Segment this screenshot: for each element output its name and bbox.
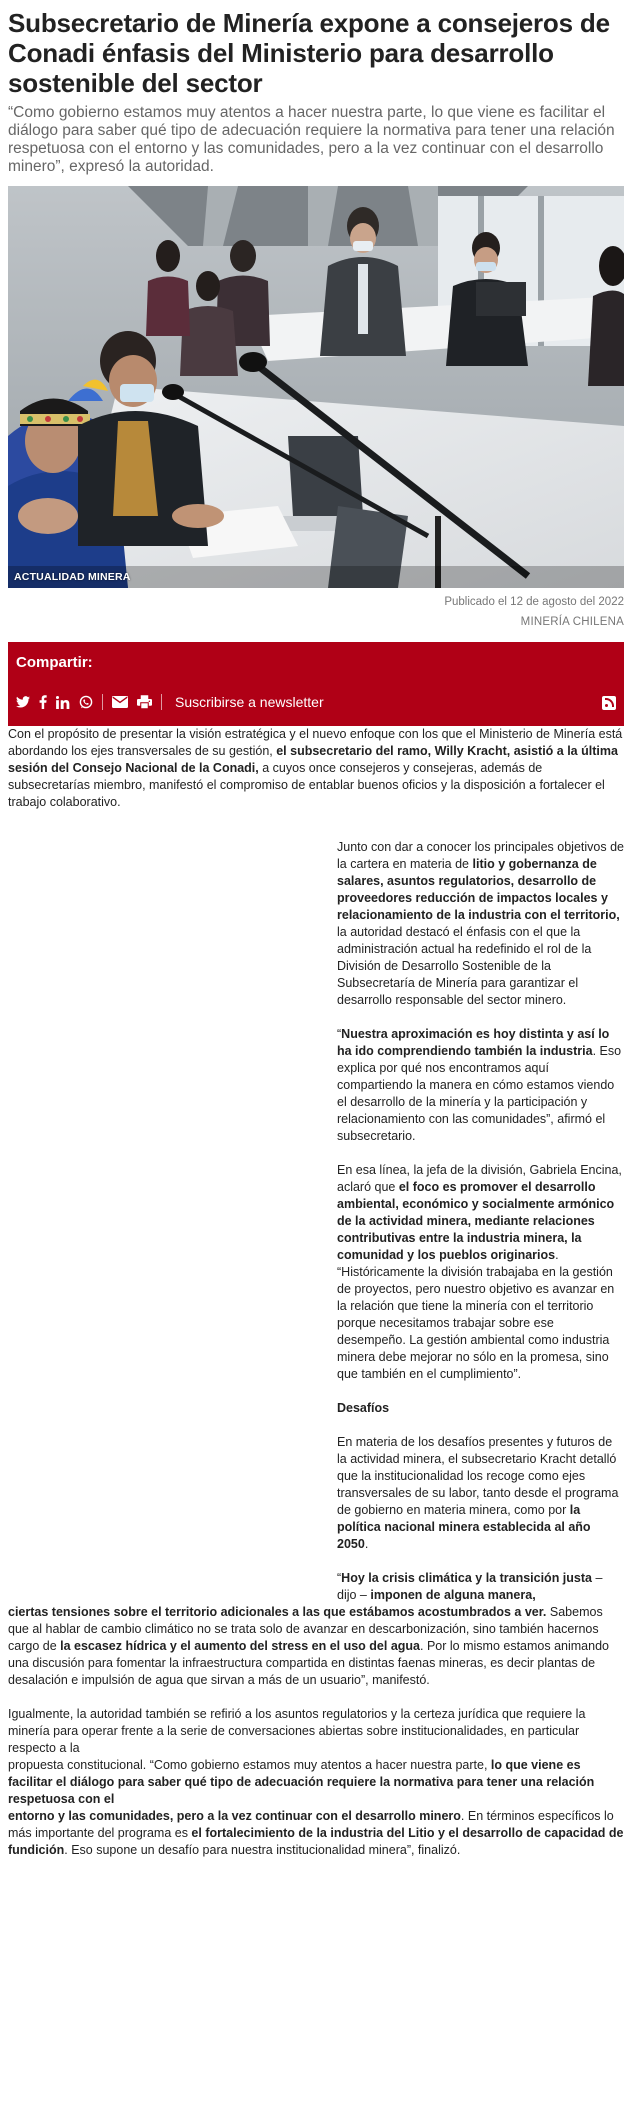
text-span: Igualmente, la autoridad también se refirió a los asuntos regulatorios y la certeza jurídica que requiere la minería para operar frente a la serie de conversaciones abiertas sobre institucionalidades, en particular respecto a la bbox=[8, 1707, 586, 1755]
article-lead: “Como gobierno estamos muy atentos a hacer nuestra parte, lo que viene es facilitar el diálogo para saber qué tipo de adecuación requiere la normativa para tener una relación respetuosa con el entorno y las comunidades, pero a la vez continuar con el desarrollo minero”, expresó la autoridad. bbox=[8, 104, 615, 175]
article-paragraph bbox=[337, 1434, 624, 1553]
article-full-width bbox=[8, 1604, 624, 1859]
article-paragraph bbox=[8, 1604, 624, 1689]
text-span: En esa línea, la jefa de la división, Gabriela Encina, aclaró que bbox=[337, 1163, 622, 1194]
article-paragraph bbox=[337, 1162, 624, 1383]
share-icons bbox=[16, 694, 324, 710]
article-paragraph bbox=[337, 1026, 624, 1145]
text-bold: el foco es promover el desarrollo ambiental, económico y socialmente armónico de la actividad minera, mediante relaciones contributivas entre la industria minera, la comunidad y los pueblos originarios bbox=[337, 1180, 615, 1262]
text-bold: litio y gobernanza de salares, asuntos regulatorios, desarrollo de proveedores reducción de impactos locales y relacionamiento de la industria con el territorio, bbox=[337, 857, 620, 922]
article-title: Subsecretario de Minería expone a consejeros de Conadi énfasis del Ministerio para desarrollo sostenible del sector bbox=[8, 8, 610, 98]
text-span: la autoridad destacó el énfasis con el que la administración actual ha redefinido el rol de la División de Desarrollo Sostenible de la Subsecretaría de Minería para garantizar el desarrollo responsable del sector minero. bbox=[337, 925, 592, 1007]
text-bold: Nuestra aproximación es hoy distinta y así lo ha ido comprendiendo también la industria bbox=[337, 1027, 610, 1058]
text-bold: lo que viene es facilitar el diálogo para saber qué tipo de adecuación requiere la normativa para tener una relación respetuosa con el bbox=[8, 1758, 595, 1806]
facebook-icon[interactable] bbox=[39, 695, 47, 709]
text-bold: ciertas tensiones sobre el territorio adicionales a las que estábamos acostumbrados a ver. bbox=[8, 1605, 547, 1619]
text-bold: el fortalecimiento de la industria del Litio y el desarrollo de capacidad de fundición bbox=[8, 1826, 624, 1857]
article-paragraph bbox=[337, 839, 624, 1009]
newsletter-link[interactable]: Suscribirse a newsletter bbox=[175, 694, 324, 710]
article-paragraph bbox=[8, 1706, 624, 1859]
linkedin-icon[interactable] bbox=[56, 696, 70, 709]
text-bold: entorno y las comunidades, pero a la vez continuar con el desarrollo minero bbox=[8, 1809, 461, 1823]
share-title: Compartir: bbox=[16, 654, 93, 671]
text-span: – dijo – bbox=[337, 1571, 603, 1602]
text-span: . Por lo mismo estamos animando una discusión para fomentar la infraestructura compartida en distintas faenas mineras, es decir plantas de desalación e impulsión de agua que sirvan a más de un usuario”, manifestó. bbox=[8, 1639, 609, 1687]
photo-credit: ACTUALIDAD MINERA bbox=[14, 571, 131, 583]
text-bold: Hoy la crisis climática y la transición justa bbox=[341, 1571, 592, 1585]
share-bar bbox=[8, 642, 624, 726]
meeting-photo-illustration bbox=[8, 186, 624, 588]
text-span: . Eso explica por qué nos encontramos aquí compartiendo la manera en cómo estamos viendo el desarrollo de la minería y la participación y relacionamiento con las comunidades”, afirmó el subsecretario. bbox=[337, 1044, 622, 1143]
publish-date: Publicado el 12 de agosto del 2022 bbox=[444, 596, 624, 608]
text-span: propuesta constitucional. “Como gobierno estamos muy atentos a hacer nuestra parte, bbox=[8, 1758, 491, 1772]
article-column bbox=[337, 839, 624, 1604]
text-span: En materia de los desafíos presentes y futuros de la actividad minera, el subsecretario Kracht detalló que la institucionalidad los recoge como ejes transversales de su labor, tanto desde el programa de gobierno en materia minera, como por bbox=[337, 1435, 619, 1517]
text-span: . En términos específicos lo más importante del programa es bbox=[8, 1809, 614, 1840]
text-span: Sabemos que al hablar de cambio climático no se trata solo de avanzar en descarbonización, sino también hacernos cargo de bbox=[8, 1605, 603, 1653]
text-span: . “Históricamente la división trabajaba en la gestión de proyectos, pero nuestro objetivo es avanzar en la relación que tiene la minería con el territorio porque necesitamos trabajar sobre ese desempeño. La gestión ambiental como industria minera debe mejorar no sólo en la promesa, sino que también en el cumplimiento”. bbox=[337, 1248, 615, 1381]
text-bold: el subsecretario del ramo, Willy Kracht, asistió a la última sesión del Consejo Nacional de la Conadi, bbox=[8, 744, 618, 775]
text-bold: la política nacional minera establecida al año 2050 bbox=[337, 1503, 591, 1551]
article-source: MINERÍA CHILENA bbox=[520, 616, 624, 628]
print-icon[interactable] bbox=[137, 695, 152, 709]
text-bold: imponen de alguna manera, bbox=[370, 1588, 536, 1602]
share-divider bbox=[161, 694, 162, 710]
article-paragraph bbox=[337, 1570, 624, 1604]
text-span: Junto con dar a conocer los principales objetivos de la cartera en materia de bbox=[337, 840, 624, 871]
article bbox=[8, 0, 624, 1859]
article-paragraph bbox=[8, 726, 624, 811]
text-span: Con el propósito de presentar la visión estratégica y el nuevo enfoque con los que el Ministerio de Minería está abordando los ejes transversales de su gestión, bbox=[8, 727, 623, 758]
text-span: . bbox=[364, 1537, 369, 1551]
text-span: . Eso supone un desafío para nuestra institucionalidad minera”, finalizó. bbox=[64, 1843, 461, 1857]
text-span: “ bbox=[337, 1027, 342, 1041]
email-icon[interactable] bbox=[112, 696, 128, 708]
article-photo bbox=[8, 186, 624, 588]
share-divider bbox=[102, 694, 103, 710]
twitter-icon[interactable] bbox=[16, 696, 30, 708]
whatsapp-icon[interactable] bbox=[79, 695, 93, 709]
text-span: a cuyos once consejeros y consejeras, además de subsecretarías miembro, manifestó el compromiso de entablar buenos oficios y la disposición a fortalecer el trabajo colaborativo. bbox=[8, 761, 605, 809]
section-subhead bbox=[337, 1400, 624, 1417]
subhead-text: Desafíos bbox=[337, 1401, 390, 1415]
text-span: “ bbox=[337, 1571, 342, 1585]
rss-icon[interactable] bbox=[602, 696, 616, 710]
text-bold: la escasez hídrica y el aumento del stress en el uso del agua bbox=[60, 1639, 421, 1653]
